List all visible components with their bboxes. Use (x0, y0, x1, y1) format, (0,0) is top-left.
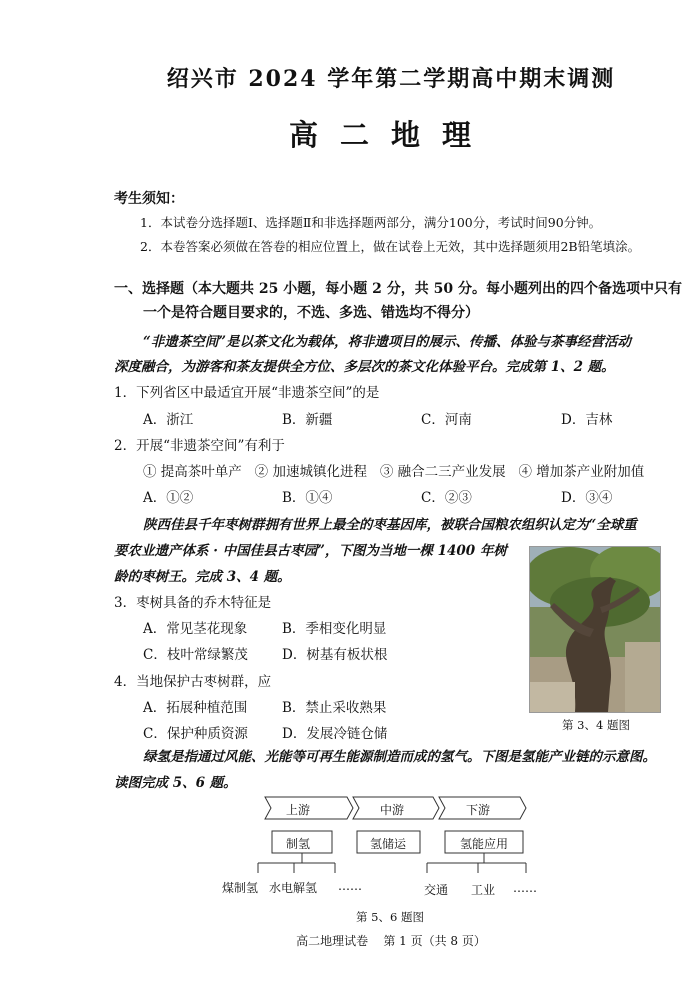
q1-option-a: A．浙江 (143, 412, 194, 428)
q3-stem: 3．枣树具备的乔木特征是 (114, 595, 272, 611)
box-hydrogen-storage: 氢储运 (370, 837, 407, 851)
stage-downstream-label: 下游 (466, 803, 491, 817)
passage1-line2: 深度融合，为游客和茶友提供全方位、多层次的茶文化体验平台。完成第 1、2 题。 (114, 359, 615, 375)
q3-option-c: C．枝叶常绿繁茂 (143, 647, 248, 663)
q4-option-b: B．禁止采收熟果 (282, 700, 387, 716)
q4-option-d: D．发展冷链仓储 (282, 726, 388, 742)
diagram-caption: 第 5、6 题图 (356, 910, 424, 924)
q4-stem: 4．当地保护古枣树群，应 (114, 674, 272, 690)
passage2-line3: 龄的枣树王。完成 3、4 题。 (114, 569, 291, 585)
passage1-line1: “非遗茶空间”是以茶文化为载体，将非遗项目的展示、传播、体验与茶事经营活动 (143, 334, 632, 350)
q4-option-a: A．拓展种植范围 (143, 700, 248, 716)
item-industry: 工业 (471, 883, 496, 897)
q3-option-b: B．季相变化明显 (282, 621, 387, 637)
photo-caption: 第 3、4 题图 (562, 718, 630, 732)
passage3-line1: 绿氢是指通过风能、光能等可再生能源制造而成的氢气。下图是氢能产业链的示意图。 (143, 749, 656, 765)
q4-option-c: C．保护种质资源 (143, 726, 248, 742)
notice-item-1: 1．本试卷分选择题Ⅰ、选择题Ⅱ和非选择题两部分，满分100分，考试时间90分钟。 (140, 215, 602, 230)
q1-option-c: C．河南 (421, 412, 472, 428)
q2-statements: ① 提高茶叶单产 ② 加速城镇化进程 ③ 融合二三产业发展 ④ 增加茶产业附加值 (143, 464, 645, 480)
hydrogen-industry-chain-diagram (220, 795, 550, 910)
box-hydrogen-production: 制氢 (286, 837, 311, 851)
stage-midstream-label: 中游 (380, 803, 405, 817)
item-transport: 交通 (424, 883, 449, 897)
passage2-line1: 陕西佳县千年枣树群拥有世界上最全的枣基因库，被联合国粮农组织认定为“全球重 (143, 517, 637, 533)
exam-title: 绍兴市 2024 学年第二学期高中期末调测 (166, 66, 616, 92)
box-hydrogen-application: 氢能应用 (460, 837, 509, 851)
jujube-tree-photo (529, 546, 661, 713)
subject-title: 高二地理 (288, 118, 493, 152)
q1-option-b: B．新疆 (282, 412, 333, 428)
passage2-line2: 要农业遗产体系 · 中国佳县古枣园”，下图为当地一棵 1400 年树 (114, 543, 507, 559)
q2-option-a: A．①② (143, 490, 194, 506)
q2-option-c: C．②③ (421, 490, 472, 506)
stage-upstream-label: 上游 (286, 803, 311, 817)
q2-stem: 2．开展“非遗茶空间”有利于 (114, 438, 285, 454)
item-coal-hydrogen: 煤制氢 (222, 881, 259, 895)
notice-heading: 考生须知： (114, 191, 184, 207)
notice-item-2: 2．本卷答案必须做在答卷的相应位置上，做在试卷上无效，其中选择题须用2B铅笔填涂。 (140, 239, 641, 254)
q1-option-d: D．吉林 (561, 412, 613, 428)
item-more-left: …… (338, 879, 362, 893)
section-heading-line1: 一、选择题（本大题共 25 小题，每小题 2 分，共 50 分。每小题列出的四个备选项中只有 (114, 281, 682, 297)
passage3-line2: 读图完成 5、6 题。 (114, 775, 237, 791)
q3-option-d: D．树基有板状根 (282, 647, 388, 663)
q1-stem: 1．下列省区中最适宜开展“非遗茶空间”的是 (114, 385, 380, 401)
q3-option-a: A．常见茎花现象 (143, 621, 248, 637)
q2-option-b: B．①④ (282, 490, 333, 506)
item-electrolysis-hydrogen: 水电解氢 (269, 881, 318, 895)
q2-option-d: D．③④ (561, 490, 613, 506)
section-heading-line2: 一个是符合题目要求的，不选、多选、错选均不得分） (143, 305, 479, 321)
item-more-right: …… (513, 881, 537, 895)
page-footer: 高二地理试卷 第 1 页（共 8 页） (296, 934, 486, 948)
